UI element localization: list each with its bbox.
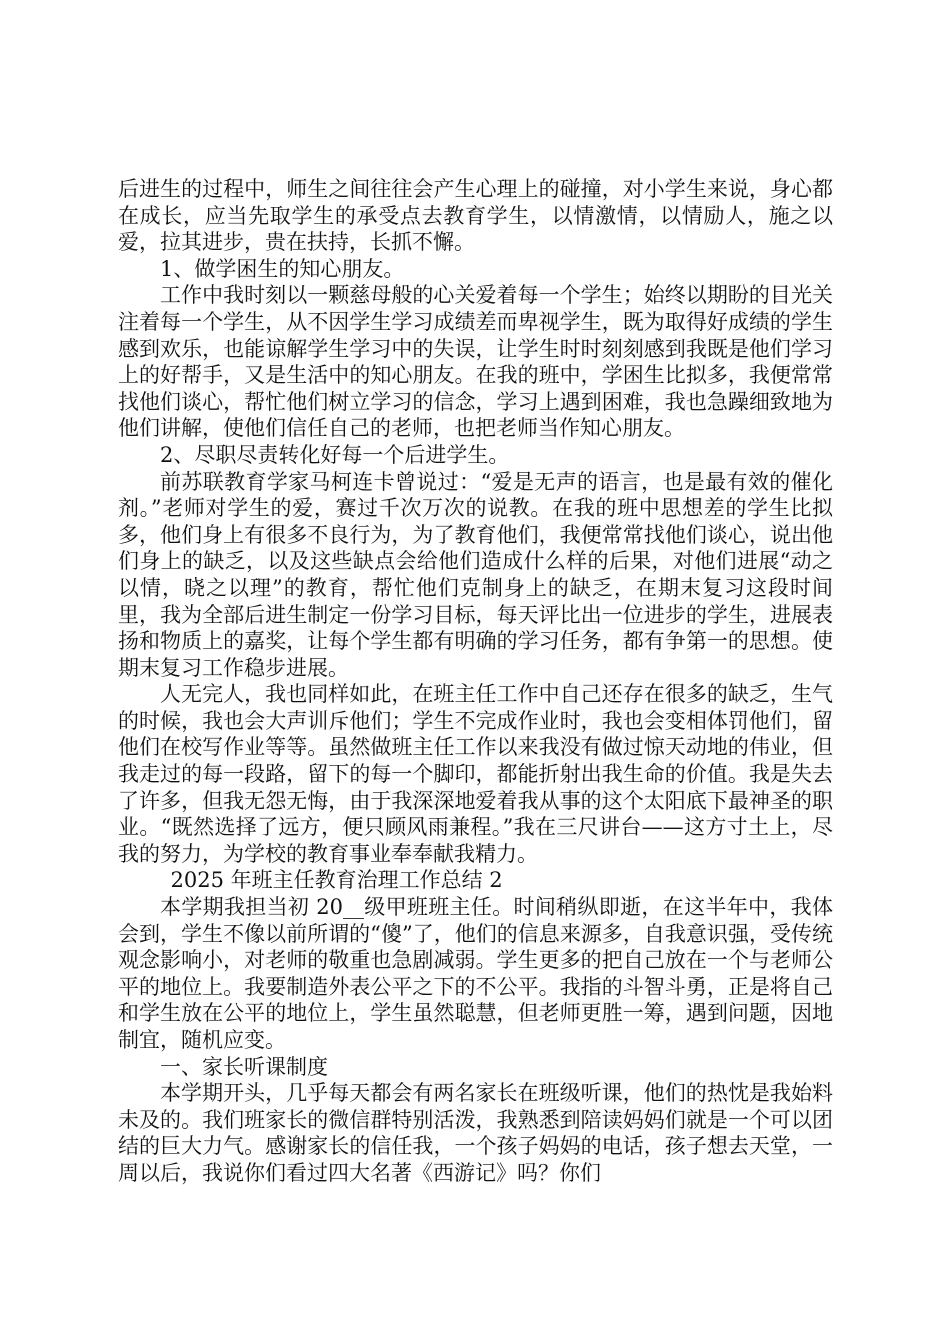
paragraph-continuation: 后进生的过程中，师生之间往往会产生心理上的碰撞，对小学生来说，身心都在成长，应当先取学生的承受点去教育学生，以情激情，以情励人，施之以爱，拉其进步，贵在扶持，长抓不懈。 xyxy=(118,177,833,255)
paragraph-1: 工作中我时刻以一颗慈母般的心关爱着每一个学生；始终以期盼的目光关注着每一个学生，从不因学生学习成绩差而卑视学生，既为取得好成绩的学生感到欢乐，也能谅解学生学习中的失误，让学生时时刻刻感到我既是他们学习上的好帮手，又是生活中的知心朋友。在我的班中，学困生比拟多，我便常常找他们谈心，帮忙他们树立学习的信念，学习上遇到困难，我也急躁细致地为他们讲解，使他们信任自己的老师，也把老师当作知心朋友。 xyxy=(118,283,833,441)
document-body xyxy=(118,176,833,1187)
section-heading-2: 2、尽职尽责转化好每一个后进学生。 xyxy=(160,442,510,467)
section-heading-1: 1、做学困生的知心朋友。 xyxy=(160,256,405,281)
paragraph-5: 本学期开头，几乎每天都会有两名家长在班级听课，他们的热忱是我始料未及的。我们班家长的微信群特别活泼，我熟悉到陪读妈妈们就是一个可以团结的巨大力气。感谢家长的信任我，一个孩子妈妈的电话，孩子想去天堂，一周以后，我说你们看过四大名著《西游记》吗？你们 xyxy=(118,1081,833,1185)
paragraph-3: 人无完人，我也同样如此，在班主任工作中自己还存在很多的缺乏，生气的时候，我也会大声训斥他们；学生不完成作业时，我也会变相体罚他们，留他们在校写作业等等。虽然做班主任工作以来我没有做过惊天动地的伟业，但我走过的每一段路，留下的每一个脚印，都能折射出我生命的价值。我是失去了许多，但我无怨无悔，由于我深深地爱着我从事的这个太阳底下最神圣的职业。“既然选择了远方，便只顾风雨兼程。”我在三尺讲台——这方寸土上，尽我的努力，为学校的教育事业奉奉献我精力。 xyxy=(118,682,833,866)
section-heading-parent-visits: 一、家长听课制度 xyxy=(160,1054,328,1079)
paragraph-2: 前苏联教育学家马柯连卡曾说过：“爱是无声的语言，也是最有效的催化剂。”老师对学生的爱，赛过千次万次的说教。在我的班中思想差的学生比拟多，他们身上有很多不良行为，为了教育他们，我便常常找他们谈心，说出他们身上的缺乏，以及这些缺点会给他们造成什么样的后果，对他们进展“动之以情，晓之以理”的教育，帮忙他们克制身上的缺乏，在期末复习这段时间里，我为全部后进生制定一份学习目标，每天评比出一位进步的学生，进展表扬和物质上的嘉奖，让每个学生都有明确的学习任务，都有争第一的思想。使期末复习工作稳步进展。 xyxy=(118,469,833,680)
document-title-2: 2025 年班主任教育治理工作总结 2 xyxy=(170,868,503,893)
paragraph-4: 本学期我担当初 20__级甲班班主任。时间稍纵即逝，在这半年中，我体会到，学生不像以前所谓的“傻”了，他们的信息来源多，自我意识强，受传统观念影响小，对老师的敬重也急剧减弱。学生更多的把自己放在一个与老师公平的地位上。我要制造外表公平之下的不公平。我指的斗智斗勇，正是将自己和学生放在公平的地位上，学生虽然聪慧，但老师更胜一筹，遇到问题，因地制宜，随机应变。 xyxy=(118,895,833,1052)
